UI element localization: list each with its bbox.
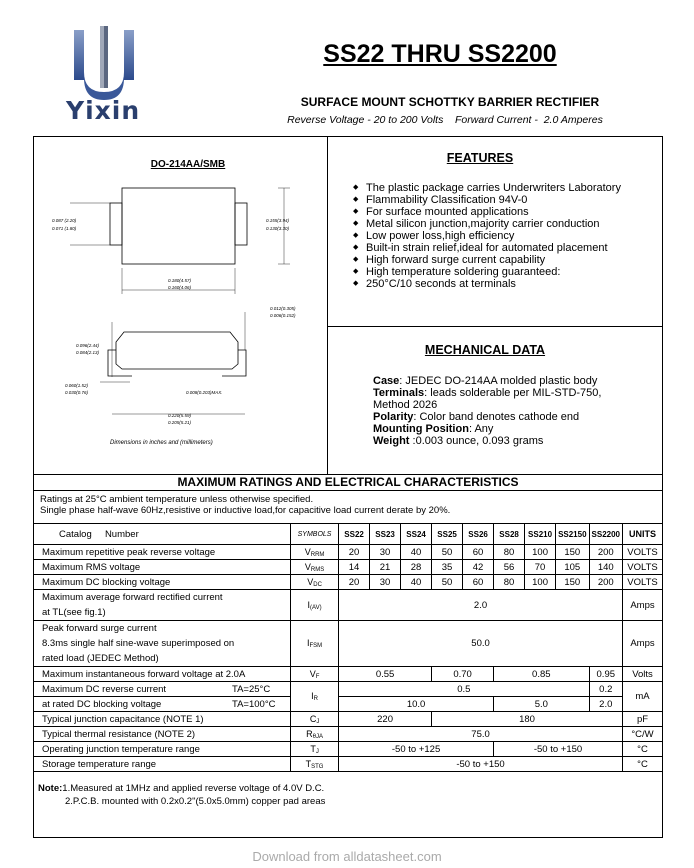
cell-unit: Amps — [623, 621, 663, 667]
logo-text: Yixin — [66, 96, 141, 125]
header-units: UNITS — [623, 524, 663, 545]
table-row — [34, 590, 663, 621]
case-label: Case — [373, 375, 400, 387]
terminals-text: : leads solderable per MIL-STD-750, — [424, 387, 602, 399]
terminals-label: Terminals — [373, 387, 425, 399]
cell-value: 30 — [370, 575, 401, 590]
param-line: Maximum DC reverse current — [42, 683, 167, 695]
cell-value: 0.95 — [589, 667, 622, 682]
symbol-text: V — [304, 561, 311, 572]
cell-unit: Volts — [623, 667, 663, 682]
rating-note: Single phase half-wave 60Hz,resistive or inductive load,for capacitive load current derate by 20%. — [40, 505, 451, 516]
row-param: Maximum instantaneous forward voltage at 2.0A — [34, 667, 291, 682]
list-item: ◆ Metal silicon junction,majority carrier conduction — [353, 218, 658, 230]
cell-unit: °C/W — [623, 727, 663, 742]
cell-value: 105 — [556, 560, 589, 575]
dim-label: 0.071 (1.80) — [52, 226, 77, 231]
table-row — [34, 575, 663, 590]
cell-value: 2.0 — [339, 590, 623, 621]
symbol-sub: F — [315, 673, 320, 680]
mechanical-heading: MECHANICAL DATA — [424, 343, 546, 357]
row-param: Typical junction capacitance (NOTE 1) — [34, 712, 291, 727]
row-param: Typical thermal resistance (NOTE 2) — [34, 727, 291, 742]
cell-unit: Amps — [623, 590, 663, 621]
list-item: ◆ High forward surge current capability — [353, 254, 658, 266]
row-param — [34, 697, 291, 712]
cell-value: 20 — [339, 575, 370, 590]
cell-value: 2.0 — [589, 697, 622, 712]
header-part: SS22 — [339, 524, 370, 545]
list-item: ◆ 250°C/10 seconds at terminals — [353, 278, 658, 290]
table-row — [34, 667, 663, 682]
dim-label: 0.160(4.06) — [168, 285, 192, 290]
dim-label: 0.096(2.44) — [76, 343, 100, 348]
cell-value: 10.0 — [339, 697, 494, 712]
symbol-text: C — [309, 713, 317, 724]
cell-value: 75.0 — [339, 727, 623, 742]
cell-value: 80 — [494, 545, 525, 560]
cell-value: 0.70 — [432, 667, 494, 682]
cell-unit: VOLTS — [623, 560, 663, 575]
symbol-sub: J — [315, 748, 319, 755]
cell-value: -50 to +150 — [494, 742, 623, 757]
header-part: SS210 — [525, 524, 556, 545]
param-line: at TL(see fig.1) — [42, 607, 106, 618]
header-part: SS26 — [463, 524, 494, 545]
param-line: Maximum average forward rectified current — [42, 592, 223, 603]
cell-value: -50 to +125 — [339, 742, 494, 757]
cell-value: 5.0 — [494, 697, 589, 712]
header-part: SS2200 — [589, 524, 622, 545]
polarity-label: Polarity — [373, 411, 414, 423]
dim-label: 0.087 (2.20) — [52, 218, 77, 223]
dim-label: 0.130(3.30) — [266, 226, 290, 231]
table-row — [34, 560, 663, 575]
notes — [38, 782, 325, 808]
cell-value: 20 — [339, 545, 370, 560]
row-param: Maximum DC blocking voltage — [34, 575, 291, 590]
cell-value: 40 — [401, 545, 432, 560]
ratings-table — [33, 523, 663, 772]
row-param — [34, 621, 291, 667]
cell-value: 150 — [556, 575, 589, 590]
table-row — [34, 682, 663, 697]
cell-value: 56 — [494, 560, 525, 575]
mounting-label: Mounting Position — [373, 423, 469, 435]
cell-value: 70 — [525, 560, 556, 575]
dim-label: 0.155(3.94) — [266, 218, 290, 223]
cell-value: 100 — [525, 545, 556, 560]
header-part: SS24 — [401, 524, 432, 545]
ratings-notes — [40, 494, 450, 516]
cell-value: 80 — [494, 575, 525, 590]
dim-label: 0.030(0.76) — [65, 390, 89, 395]
cell-unit: pF — [623, 712, 663, 727]
cell-value: 50 — [432, 545, 463, 560]
symbol-text: I — [307, 599, 311, 610]
list-item: ◆ Built-in strain relief,ideal for automated placement — [353, 242, 658, 254]
cell-value: 60 — [463, 575, 494, 590]
cell-value: 21 — [370, 560, 401, 575]
page-subtitle: SURFACE MOUNT SCHOTTKY BARRIER RECTIFIER — [300, 95, 600, 109]
dim-label: 0.006(0.152) — [270, 313, 296, 318]
row-param: Maximum RMS voltage — [34, 560, 291, 575]
cell-value: 60 — [463, 545, 494, 560]
cell-unit: VOLTS — [623, 545, 663, 560]
symbol-text: V — [309, 668, 316, 679]
dim-label: 0.180(4.57) — [168, 278, 192, 283]
mechanical-data — [373, 375, 658, 447]
param-line: Peak forward surge current — [42, 623, 157, 634]
dimension-note: Dimensions in inches and (millimeters) — [110, 440, 213, 446]
param-line: at rated DC blocking voltage — [42, 698, 162, 710]
symbol-sub: RRM — [310, 551, 325, 558]
cell-unit: °C — [623, 742, 663, 757]
features-list — [353, 182, 658, 290]
row-param: Maximum repetitive peak reverse voltage — [34, 545, 291, 560]
cell-value: 200 — [589, 575, 622, 590]
rating-note: Ratings at 25°C ambient temperature unless otherwise specified. — [40, 494, 314, 505]
list-item: ◆ For surface mounted applications — [353, 206, 658, 218]
package-drawing — [40, 172, 325, 432]
divider — [33, 490, 663, 491]
table-row — [34, 621, 663, 667]
cell-value: 200 — [589, 545, 622, 560]
cell-value: 30 — [370, 545, 401, 560]
cell-value: 0.55 — [339, 667, 432, 682]
cell-value: 220 — [339, 712, 432, 727]
header-symbols: SYMBOLS — [291, 524, 339, 545]
row-param — [34, 682, 291, 697]
dim-label: 0.060(1.52) — [65, 383, 89, 388]
symbol-sub: STG — [311, 763, 324, 770]
row-symbol — [291, 712, 339, 727]
row-symbol — [291, 575, 339, 590]
table-header — [34, 524, 663, 545]
cell-value: 0.2 — [589, 682, 622, 697]
cell-unit: °C — [623, 757, 663, 772]
row-symbol — [291, 742, 339, 757]
cell-value: 0.85 — [494, 667, 589, 682]
spec-line: Reverse Voltage - 20 to 200 Volts Forward Current - 2.0 Amperes — [287, 114, 603, 126]
list-item: ◆ Low power loss,high efficiency — [353, 230, 658, 242]
table-row — [34, 697, 663, 712]
symbol-sub: RMS — [310, 566, 325, 573]
param-condition: TA=100°C — [232, 698, 276, 710]
cell-value: 40 — [401, 575, 432, 590]
row-symbol — [291, 757, 339, 772]
divider — [327, 136, 328, 474]
footer-link[interactable]: Download from alldatasheet.com — [252, 849, 442, 864]
header-catalog: Catalog Number — [34, 524, 291, 545]
symbol-text: V — [307, 576, 314, 587]
row-symbol — [291, 667, 339, 682]
cell-unit: VOLTS — [623, 575, 663, 590]
symbol-sub: FSM — [309, 643, 323, 649]
cell-value: -50 to +150 — [339, 757, 623, 772]
param-condition: TA=25°C — [232, 683, 271, 695]
row-symbol — [291, 545, 339, 560]
cell-value: 150 — [556, 545, 589, 560]
terminals-text: Method 2026 — [373, 399, 438, 411]
weight-label: Weight — [373, 435, 410, 447]
symbol-text: T — [310, 743, 316, 754]
list-item: ◆ High temperature soldering guaranteed: — [353, 266, 658, 278]
cell-value: 42 — [463, 560, 494, 575]
row-param: Operating junction temperature range — [34, 742, 291, 757]
symbol-text: T — [305, 758, 312, 769]
dim-label: 0.084(2.13) — [76, 350, 100, 355]
table-row — [34, 757, 663, 772]
package-label: DO-214AA/SMB — [150, 159, 226, 170]
list-item: ◆ The plastic package carries Underwriters Laboratory — [353, 182, 658, 194]
dim-label: 0.205(5.21) — [168, 420, 192, 425]
cell-value: 0.5 — [339, 682, 589, 697]
features-heading: FEATURES — [446, 151, 514, 165]
header-part: SS28 — [494, 524, 525, 545]
note-text: 1.Measured at 1MHz and applied reverse voltage of 4.0V D.C. — [62, 783, 325, 794]
row-symbol — [291, 621, 339, 667]
page-title: SS22 THRU SS2200 — [323, 40, 557, 68]
cell-value: 50 — [432, 575, 463, 590]
param-line: rated load (JEDEC Method) — [42, 653, 159, 664]
cell-value: 35 — [432, 560, 463, 575]
symbol-text: I — [311, 691, 314, 701]
cell-value: 100 — [525, 575, 556, 590]
dim-label: 0.008(0.203)MAX. — [186, 390, 223, 395]
list-item: ◆ Flammability Classification 94V-0 — [353, 194, 658, 206]
symbol-text: I — [306, 638, 310, 648]
row-param — [34, 590, 291, 621]
cell-unit: mA — [623, 682, 663, 712]
cell-value: 140 — [589, 560, 622, 575]
dim-label: 0.220(5.59) — [168, 413, 192, 418]
note-label: Note: — [38, 783, 63, 794]
row-param: Storage temperature range — [34, 757, 291, 772]
table-row — [34, 545, 663, 560]
case-text: : JEDEC DO-214AA molded plastic body — [399, 375, 598, 387]
header-part: SS23 — [370, 524, 401, 545]
symbol-sub: (AV) — [310, 604, 322, 611]
mounting-text: : Any — [468, 423, 494, 435]
header-part: SS25 — [432, 524, 463, 545]
dim-label: 0.012(0.305) — [270, 306, 296, 311]
symbol-sub: DC — [313, 581, 322, 588]
divider — [327, 326, 663, 327]
cell-value: 14 — [339, 560, 370, 575]
table-row — [34, 727, 663, 742]
symbol-text: V — [304, 546, 311, 557]
symbol-sub: J — [316, 718, 320, 725]
row-symbol — [291, 560, 339, 575]
note-text: 2.P.C.B. mounted with 0.2x0.2"(5.0x5.0mm) copper pad areas — [65, 796, 326, 807]
polarity-text: : Color band denotes cathode end — [413, 411, 580, 423]
cell-value: 28 — [401, 560, 432, 575]
row-symbol — [291, 682, 339, 712]
row-symbol — [291, 590, 339, 621]
table-row — [34, 712, 663, 727]
cell-value: 180 — [432, 712, 623, 727]
symbol-sub: R — [313, 696, 318, 702]
header-part: SS2150 — [556, 524, 589, 545]
row-symbol — [291, 727, 339, 742]
ratings-title: MAXIMUM RATINGS AND ELECTRICAL CHARACTERISTICS — [177, 475, 519, 489]
weight-text: :0.003 ounce, 0.093 grams — [409, 435, 544, 447]
param-line: 8.3ms single half sine-wave superimposed on — [42, 638, 235, 649]
symbol-text: R — [306, 728, 313, 739]
cell-value: 50.0 — [339, 621, 623, 667]
table-row — [34, 742, 663, 757]
symbol-sub: θJA — [312, 733, 323, 740]
